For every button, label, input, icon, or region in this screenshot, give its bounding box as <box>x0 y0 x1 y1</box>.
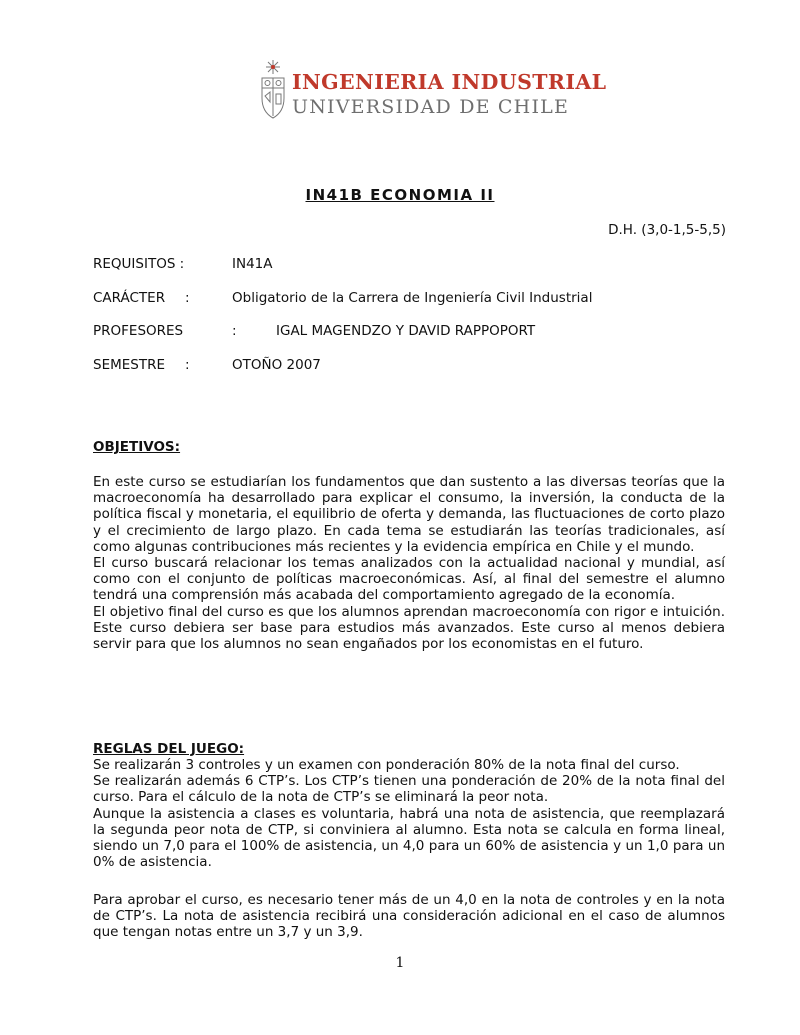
info-label: CARÁCTER <box>93 290 166 306</box>
reglas-heading: REGLAS DEL JUEGO: <box>93 741 245 757</box>
objetivos-body <box>93 474 725 652</box>
info-label: PROFESORES <box>93 323 184 339</box>
paragraph: Para aprobar el curso, es necesario tener más de un 4,0 en la nota de controles y en la nota de CTP’s. La nota de asistencia recibirá una consideración adicional en el caso de alumnos que tengan notas entre un 3,7 y un 3,9. <box>93 892 725 941</box>
info-value: IGAL MAGENDZO Y DAVID RAPPOPORT <box>276 323 536 339</box>
objetivos-heading: OBJETIVOS: <box>93 439 181 455</box>
course-dh: D.H. (3,0-1,5-5,5) <box>608 222 726 238</box>
info-value: IN41A <box>232 256 273 272</box>
logo-title: INGENIERIA INDUSTRIAL <box>292 70 607 94</box>
paragraph: Se realizarán 3 controles y un examen con ponderación 80% de la nota final del curso. <box>93 757 680 773</box>
page-title: IN41B ECONOMIA II <box>305 186 495 204</box>
logo-subtitle: UNIVERSIDAD DE CHILE <box>292 96 570 118</box>
paragraph: Aunque la asistencia a clases es voluntaria, habrá una nota de asistencia, que reemplazará la segunda peor nota de CTP, si conviniera al alumno. Esta nota se calcula en forma lineal, siendo un 7,0 para el 100% de asistencia, un 4,0 para un 60% de asistencia y un 1,0 para un 0% de asistencia. <box>93 805 725 871</box>
info-label: SEMESTRE <box>93 357 166 373</box>
university-crest-icon <box>258 58 288 124</box>
info-label: REQUISITOS : <box>93 256 185 272</box>
info-colon: : <box>185 290 190 306</box>
paragraph: En este curso se estudiarían los fundamentos que dan sustento a las diversas teorías que la macroeconomía ha desarrollado para explicar el consumo, la inversión, la conducta de la política fiscal y monetaria, el equilibrio de oferta y demanda, las fluctuaciones de corto plazo y el crecimiento de largo plazo. En cada tema se estudiarán las teorías tradicionales, así como algunas contribuciones más recientes y la evidencia empírica en Chile y el mundo. <box>93 474 725 555</box>
info-value: Obligatorio de la Carrera de Ingeniería Civil Industrial <box>232 290 593 306</box>
paragraph: Se realizarán además 6 CTP’s. Los CTP’s tienen una ponderación de 20% de la nota final del curso. Para el cálculo de la nota de CTP’s se eliminará la peor nota. <box>93 773 725 806</box>
info-value: OTOÑO 2007 <box>232 357 321 373</box>
reglas-final-body <box>93 892 725 941</box>
paragraph: El curso buscará relacionar los temas analizados con la actualidad nacional y mundial, así como con el conjunto de políticas macroeconómicas. Así, al final del semestre el alumno tendrá una comprensión más acabada del comportamiento agregado de la economía. <box>93 555 725 604</box>
info-colon: : <box>232 323 237 339</box>
info-colon: : <box>185 357 190 373</box>
reglas-body <box>93 757 725 870</box>
header-logo <box>258 58 607 124</box>
paragraph: El objetivo final del curso es que los alumnos aprendan macroeconomía con rigor e intuición. Este curso debiera ser base para estudios más avanzados. Este curso al menos debiera servir para que los alumnos no sean engañados por los economistas en el futuro. <box>93 603 725 653</box>
page-number: 1 <box>395 955 405 971</box>
